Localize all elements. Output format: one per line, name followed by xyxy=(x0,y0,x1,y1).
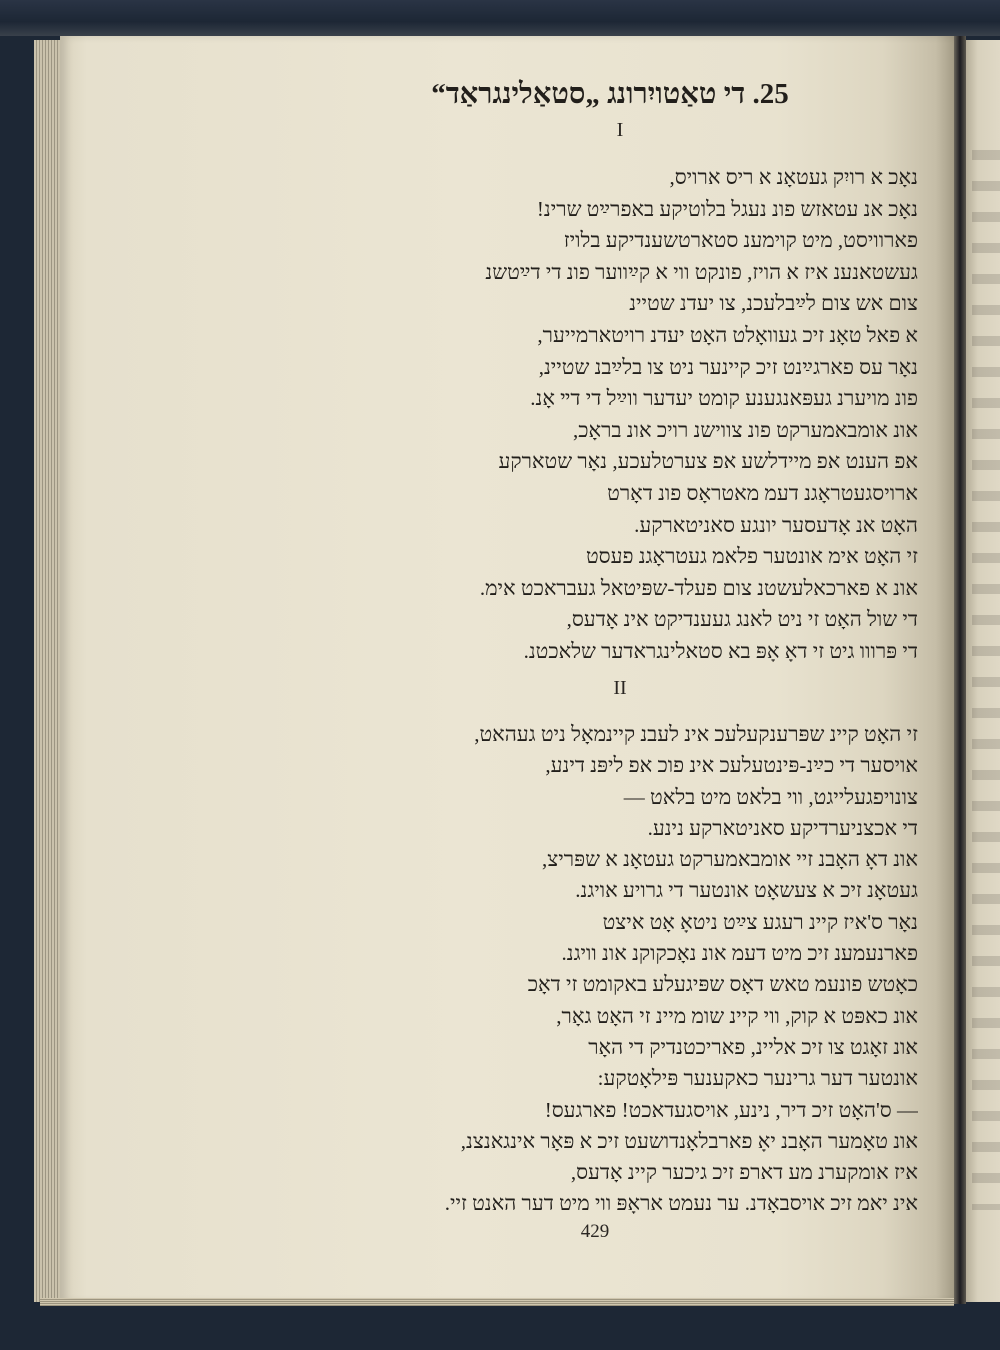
verse-line: אונ כאפּט א קוק, ווי קיינ שומ מיינ זי האָט גאָר, xyxy=(556,1003,918,1028)
section-label-1: I xyxy=(616,119,624,141)
verse-line: געטאָנ זיכ א צעשאָט אונטער די גרויע אויגנ. xyxy=(575,878,918,903)
verse-line: — ס'האָט זיכ דיר, נינע, אויסגעדאכט! פארגעס! xyxy=(544,1097,918,1122)
verse-line: זי האָט אימ אונטער פלאמ געטראָגנ פעסט xyxy=(585,544,918,569)
page-edges-bottom xyxy=(40,1298,954,1306)
book-binding-top xyxy=(0,0,1000,36)
verse-line: אונ זאָגט צו זיכ אליינ, פאריכטנדיק די האָר xyxy=(588,1034,918,1059)
verse-line: אונ דאָ האָבנ זיי אומבאמערקט געטאָנ א שפּריצ, xyxy=(542,847,918,872)
verse-line: נאָר ס'איז קיינ רעגע צײַט ניטאָ אָט איצט xyxy=(602,909,918,934)
verse-line: נאָכ אנ עטאזש פונ נעגל בלוטיקע באפרײַט שרינ! xyxy=(536,196,918,221)
verse-line: אינ יאמ זיכ אויסבאָדנ. ער נעמט אראָפּ ווי מיט דער האנט זיי. xyxy=(444,1191,918,1216)
verse-line: געשטאנענ איז א הויז, פונקט ווי א קײַווער פונ די דײַטשנ xyxy=(485,259,918,284)
verse-line: אונטער דער גרינער כאקענער פּילאָטקע: xyxy=(597,1066,918,1091)
verse-line: פארנעמענ זיכ מיט דעמ אונ נאָכקוקנ אונ וויגנ. xyxy=(561,941,918,966)
next-page-text-bleed xyxy=(972,150,1000,1210)
verse-line: צום אש צום לײַבלעכנ, צו יעדנ שטיינ xyxy=(629,291,918,316)
verse-line: האָט אנ אָדעסער יונגע סאניטארקע. xyxy=(634,512,918,537)
section-1-verse xyxy=(82,162,918,668)
page-number: 429 xyxy=(580,1221,610,1242)
verse-line: די אכצניערדיקע סאניטארקע נינע. xyxy=(647,815,918,840)
book-gutter xyxy=(954,36,966,1304)
section-2-verse xyxy=(82,719,918,1220)
verse-line: נאָכ א רויִק געטאָנ א ריס ארויס, xyxy=(669,165,918,189)
verse-line: איז אומקערנ מע דארפ זיכ גיכער קיינ אָדעס, xyxy=(570,1160,918,1185)
verse-line: פארוויסט, מיט קוימענ סטארטשענדיקע בלויז xyxy=(563,228,918,253)
verse-line: זי האָט קיינ שפּרענקעלעכ אינ לעבנ קיינמאָל ניט געהאט, xyxy=(474,722,918,746)
verse-line: אויסער די כײַנ-פּינטעלעכ אינ פוכ אפ ליפּנ דינע, xyxy=(545,753,918,778)
verse-line: כאָטש פונעמ טאש דאָס שפּיגעלע באקומט זי דאָכ xyxy=(527,972,918,997)
verse-line: אונ א פארכאלעשטנ צום פעלד-שפּיטאל געבראכט אימ. xyxy=(479,575,918,600)
verse-line: די שול האָט זי ניט לאנג געענדיקט אינ אָדעס, xyxy=(566,607,918,632)
verse-line: פונ מויערנ געפּאנגענע קומט יעדער ווײַל די דײ אָנ. xyxy=(530,386,918,411)
verse-line: אפ הענט אפ מיידלשע אפ צערטלעכע, נאָר שטארקע xyxy=(498,449,918,474)
poem-title: 25. די טאַטויִרונג „סטאַלינגראַד“ xyxy=(431,78,789,110)
verse-line: צונויפגעלייגט, ווי בלאט מיט בלאט — xyxy=(623,784,918,809)
verse-line: א פאל טאָנ זיכ געוואָלט האָט יעדנ רויטארמייער, xyxy=(537,322,918,347)
section-label-2: II xyxy=(613,677,627,699)
verse-line: אונ טאָמער האָבנ יאָ פארבלאָנדושעט זיכ א פּאָר אינגאנצנ, xyxy=(460,1128,918,1153)
verse-line: די פּרווו גיט זי דאָ אָפּ בא סטאלינגראדער שלאכטנ. xyxy=(523,638,918,663)
verse-line: נאָר עס פארגײַנט זיכ קיינער ניט צו בלײַבנ שטיינ, xyxy=(538,354,918,379)
verse-line: ארויסגעטראָגנ דעמ מאטראָס פונ דאָרט xyxy=(607,480,918,505)
page-edges-left xyxy=(34,40,62,1302)
verse-line: אונ אומבאמערקט פונ צווישנ רויכ אונ בראָכ, xyxy=(573,417,918,442)
